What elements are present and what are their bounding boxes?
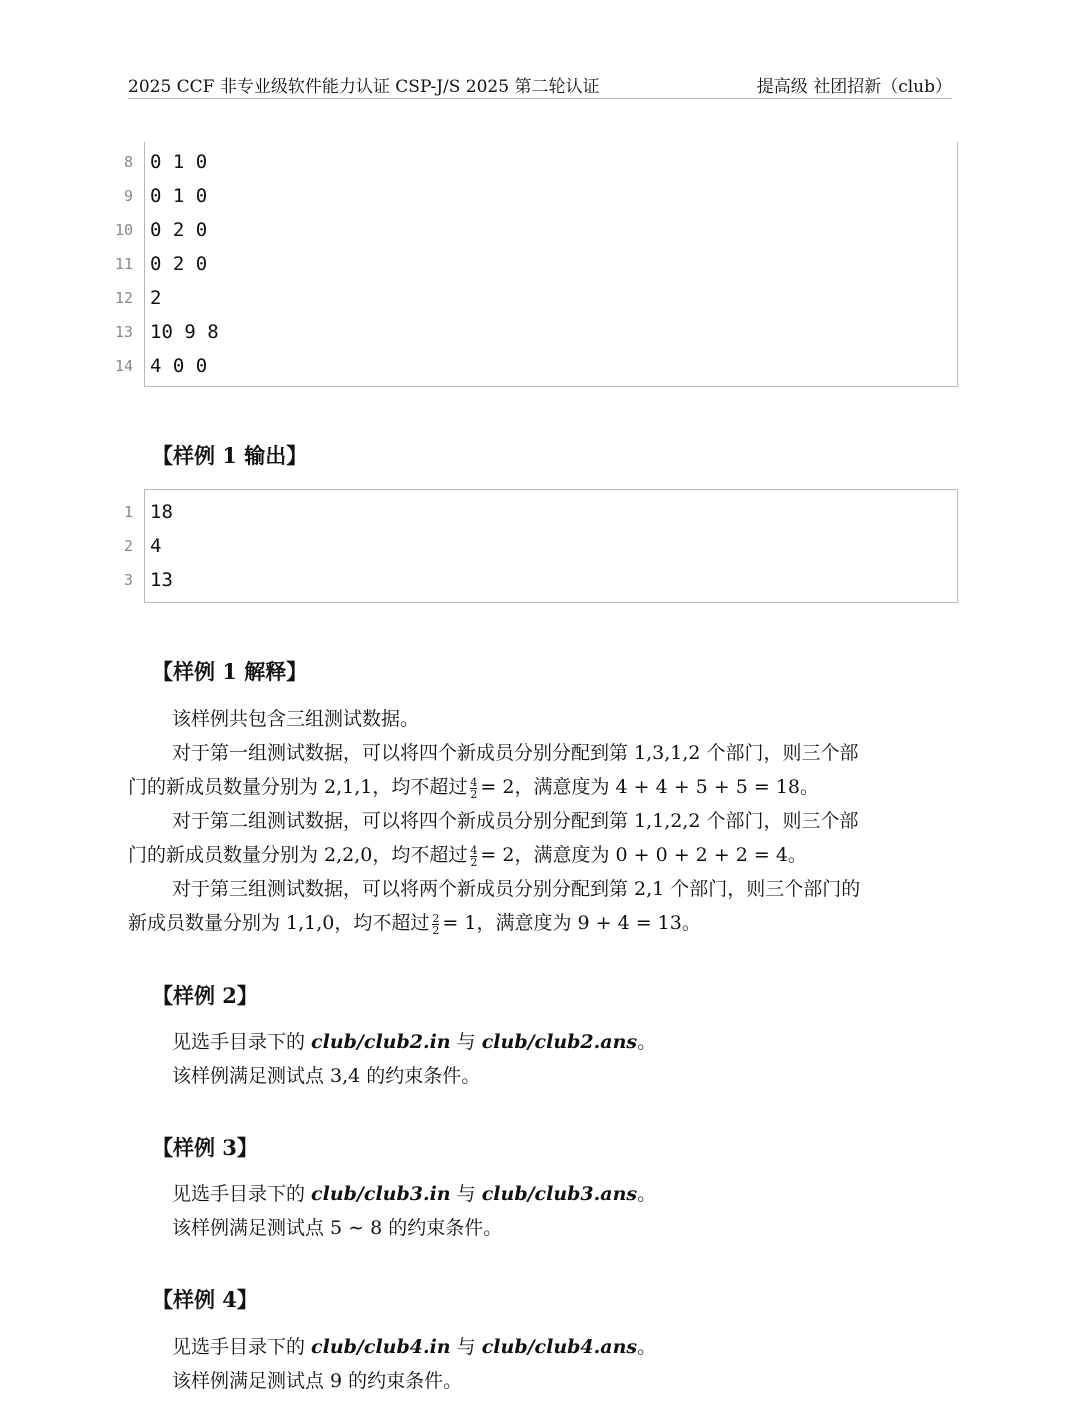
code-text: 10 9 8 [150, 321, 219, 343]
numerator: 2 [432, 911, 440, 925]
sample-2-files [172, 1025, 656, 1059]
code-text: 4 0 0 [150, 355, 208, 377]
text: 门的新成员数量分别为 2,1,1，均不超过 [128, 776, 468, 798]
denominator: 2 [470, 787, 478, 801]
line-number: 3 [123, 571, 133, 589]
answer-file-name: club/club4.ans [481, 1336, 638, 1358]
answer-file-name: club/club2.ans [481, 1031, 638, 1053]
text: 。 [637, 1183, 657, 1205]
line-number: 12 [114, 289, 133, 307]
code-line [114, 316, 957, 350]
header-contest-title: 2025 CCF 非专业级软件能力认证 CSP-J/S 2025 第二轮认证 [128, 77, 600, 97]
sample-4-heading: 【样例 4】 [152, 1287, 258, 1312]
code-line [114, 350, 957, 384]
text: 与 [450, 1031, 482, 1053]
text: 与 [450, 1183, 482, 1205]
sample-output-code-block [123, 489, 958, 603]
sample-2-constraint: 该样例满足测试点 3,4 的约束条件。 [172, 1065, 481, 1087]
explanation-paragraph [128, 906, 701, 940]
page-header [128, 70, 952, 99]
explanation-paragraph: 该样例共包含三组测试数据。 [172, 708, 420, 730]
explanation-paragraph [128, 838, 807, 872]
sample-input-code-block [114, 142, 958, 387]
text: 见选手目录下的 [172, 1336, 312, 1358]
numerator: 4 [470, 775, 478, 789]
code-text: 0 1 0 [150, 185, 208, 207]
sample-4-constraint: 该样例满足测试点 9 的约束条件。 [172, 1370, 463, 1392]
text: 见选手目录下的 [172, 1183, 312, 1205]
fraction [470, 845, 477, 868]
line-number: 1 [123, 503, 133, 521]
code-text: 18 [150, 501, 173, 523]
code-text: 4 [150, 535, 162, 557]
denominator: 2 [470, 855, 478, 869]
denominator: 2 [432, 923, 440, 937]
sample-3-constraint: 该样例满足测试点 5 ∼ 8 的约束条件。 [172, 1217, 503, 1239]
code-text: 0 2 0 [150, 253, 208, 275]
line-number: 10 [114, 221, 133, 239]
explanation-paragraph [128, 770, 819, 804]
input-file-name: club/club4.in [311, 1336, 451, 1358]
code-line [123, 146, 957, 180]
code-line [123, 564, 957, 598]
code-line [114, 282, 957, 316]
sample-3-files [172, 1177, 656, 1211]
explanation-paragraph: 对于第三组测试数据，可以将两个新成员分别分配到第 2,1 个部门，则三个部门的 [172, 878, 861, 900]
text: 与 [450, 1336, 482, 1358]
header-problem-title: 提高级 社团招新（club） [756, 77, 952, 97]
line-number: 8 [123, 153, 133, 171]
explanation-paragraph: 对于第一组测试数据，可以将四个新成员分别分配到第 1,3,1,2 个部门，则三个部 [172, 742, 859, 764]
text: 。 [637, 1336, 657, 1358]
text: = 2，满意度为 0 + 0 + 2 + 2 = 4。 [480, 844, 807, 866]
text: = 2，满意度为 4 + 4 + 5 + 5 = 18。 [480, 776, 820, 798]
sample-1-explanation-heading: 【样例 1 解释】 [152, 659, 308, 684]
sample-1-output-heading: 【样例 1 输出】 [152, 443, 308, 468]
sample-4-files [172, 1330, 656, 1364]
sample-3-heading: 【样例 3】 [152, 1135, 258, 1160]
explanation-paragraph: 对于第二组测试数据，可以将四个新成员分别分配到第 1,1,2,2 个部门，则三个部 [172, 810, 859, 832]
numerator: 4 [470, 843, 478, 857]
input-file-name: club/club2.in [311, 1031, 451, 1053]
line-number: 11 [114, 255, 133, 273]
code-line [123, 496, 957, 530]
code-text: 0 1 0 [150, 151, 208, 173]
code-line [114, 214, 957, 248]
code-line [123, 180, 957, 214]
code-line [114, 248, 957, 282]
line-number: 2 [123, 537, 133, 555]
answer-file-name: club/club3.ans [481, 1183, 638, 1205]
code-text: 2 [150, 287, 162, 309]
code-line [123, 530, 957, 564]
text: 门的新成员数量分别为 2,2,0，均不超过 [128, 844, 468, 866]
sample-2-heading: 【样例 2】 [152, 983, 258, 1008]
input-file-name: club/club3.in [311, 1183, 451, 1205]
text: 。 [637, 1031, 657, 1053]
text: 见选手目录下的 [172, 1031, 312, 1053]
fraction [432, 913, 439, 936]
fraction [470, 777, 477, 800]
line-number: 14 [114, 357, 133, 375]
code-text: 13 [150, 569, 173, 591]
text: 新成员数量分别为 1,1,0，均不超过 [128, 912, 430, 934]
line-number: 13 [114, 323, 133, 341]
text: = 1，满意度为 9 + 4 = 13。 [442, 912, 701, 934]
line-number: 9 [123, 187, 133, 205]
code-text: 0 2 0 [150, 219, 208, 241]
